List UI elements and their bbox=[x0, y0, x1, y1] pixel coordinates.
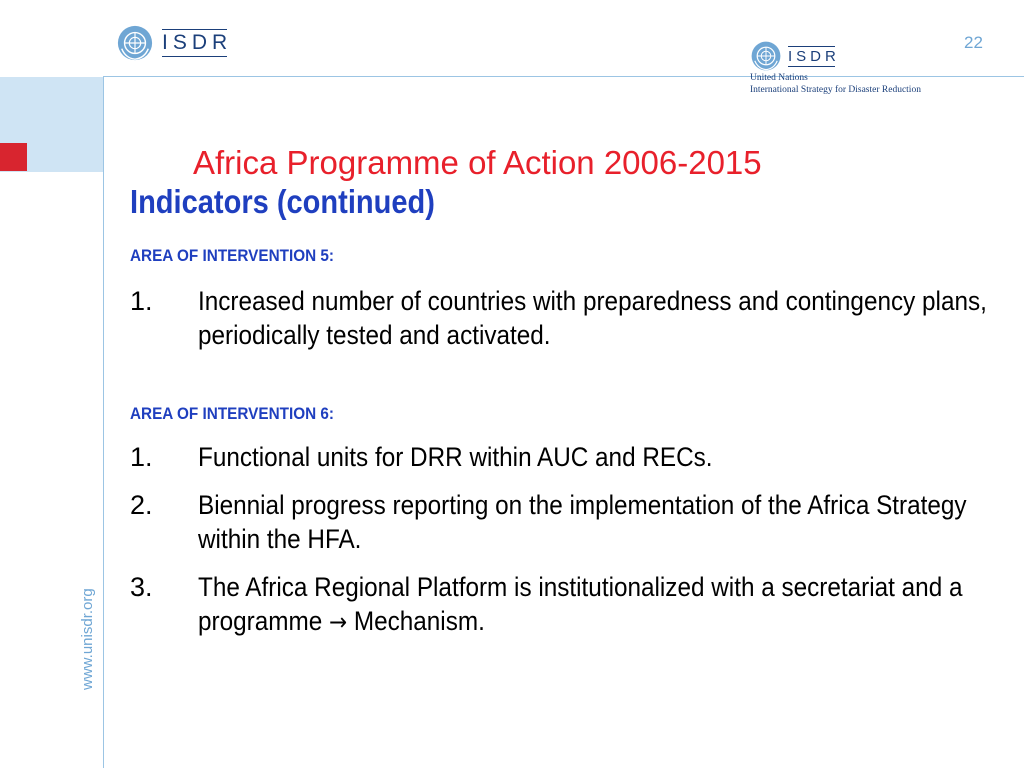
item-text: Functional units for DRR within AUC and RECs. bbox=[198, 442, 713, 472]
item-number: 1. bbox=[130, 442, 153, 472]
area-heading-6: AREA OF INTERVENTION 6: bbox=[130, 404, 335, 423]
list-item bbox=[130, 284, 1010, 352]
item-text-part: Mechanism. bbox=[347, 606, 485, 636]
item-text: Increased number of countries with preparedness and contingency plans, periodically tested and activated. bbox=[198, 286, 987, 350]
isdr-wordmark: ISDR bbox=[162, 29, 232, 57]
isdr-wordmark: ISDR bbox=[788, 47, 840, 65]
isdr-logo-top bbox=[116, 23, 232, 63]
item-number: 1. bbox=[130, 286, 153, 316]
un-emblem-icon bbox=[116, 24, 154, 62]
list-item bbox=[130, 488, 1010, 556]
area-heading-5: AREA OF INTERVENTION 5: bbox=[130, 246, 335, 265]
item-number: 2. bbox=[130, 490, 153, 520]
item-text bbox=[198, 570, 1008, 639]
un-emblem-icon bbox=[750, 40, 782, 72]
list-item bbox=[130, 440, 1010, 474]
item-text-part: The Africa Regional Platform is institutionalized with a secretariat and a programme bbox=[198, 572, 963, 636]
arrow-right-icon: → bbox=[329, 608, 348, 636]
slide-number: 22 bbox=[964, 33, 983, 52]
list-item bbox=[130, 570, 1010, 639]
isdr-logo-right bbox=[750, 40, 930, 96]
website-url: www.unisdr.org bbox=[79, 588, 96, 690]
logo-caption-line1: United Nations bbox=[750, 73, 808, 83]
slide-title: Africa Programme of Action 2006-2015 bbox=[193, 144, 762, 181]
left-red-tab bbox=[0, 143, 27, 171]
item-number: 3. bbox=[130, 572, 153, 602]
slide-subtitle: Indicators (continued) bbox=[130, 183, 435, 220]
logo-caption-line2: International Strategy for Disaster Reduction bbox=[750, 85, 921, 95]
item-text: Biennial progress reporting on the implementation of the Africa Strategy within the HFA. bbox=[198, 490, 967, 554]
